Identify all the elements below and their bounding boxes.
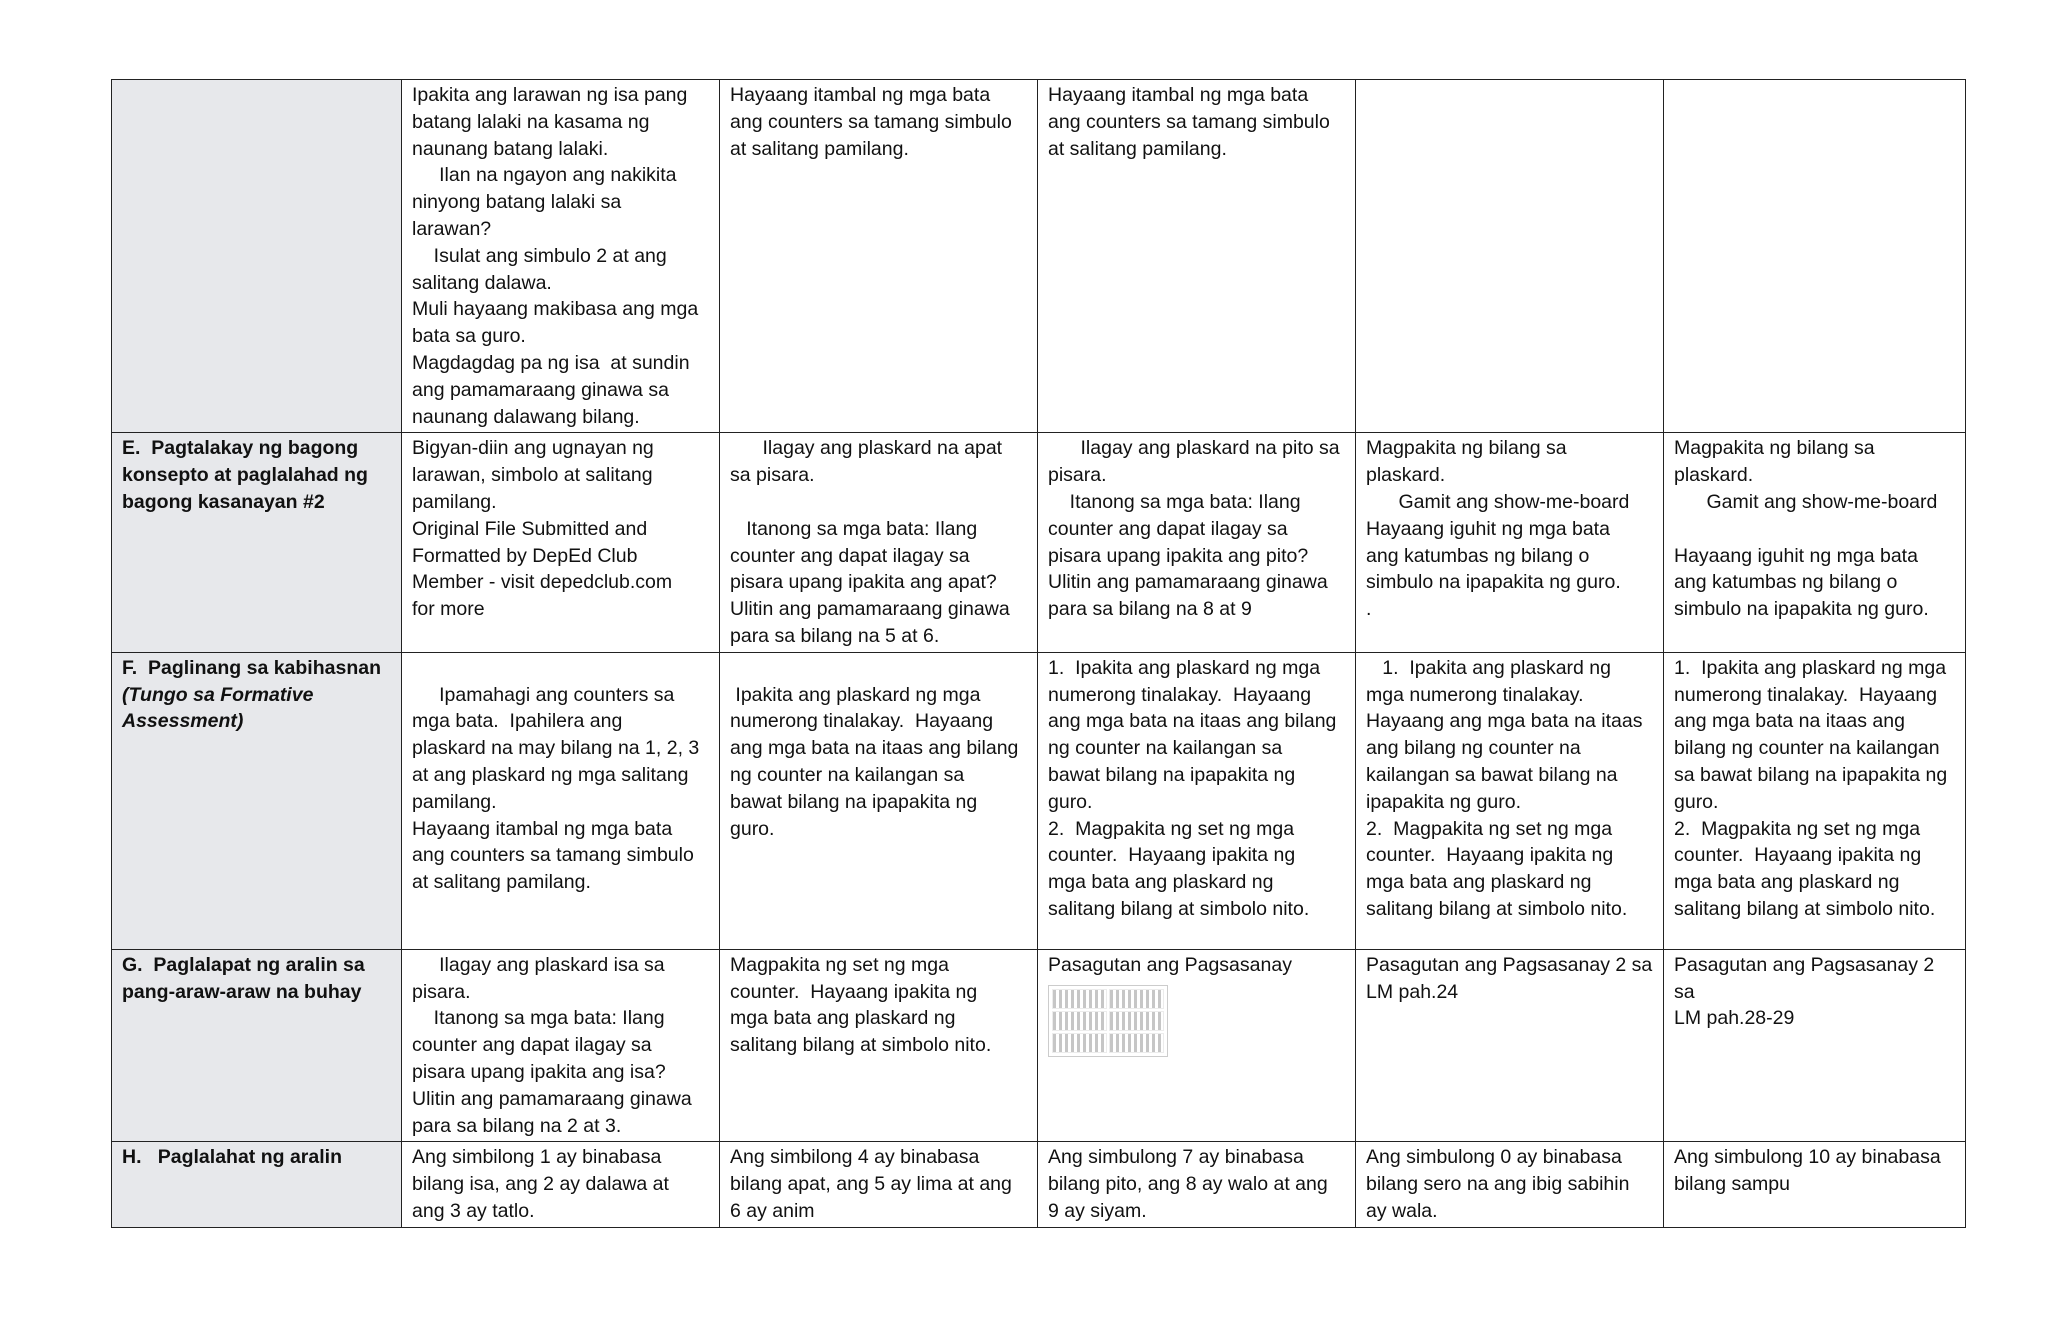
cell-text-line: bata sa guro.	[412, 325, 526, 348]
day4-cell	[1356, 1142, 1664, 1227]
cell-text-line: numerong tinalakay. Hayaang	[1048, 683, 1312, 706]
day2-cell	[720, 433, 1038, 652]
cell-text-line: salitang bilang at simbolo nito.	[1674, 897, 1936, 920]
cell-text-line: F. Paglinang sa kabihasnan	[122, 656, 381, 679]
cell-text-line: counter ang dapat ilagay sa	[730, 544, 970, 567]
cell-text-line: 1. Ipakita ang plaskard ng	[1366, 656, 1612, 679]
day2-cell	[720, 1142, 1038, 1227]
cell-text-line: sa bawat bilang na ipapakita ng	[1674, 763, 1948, 786]
cell-text-line: mga numerong tinalakay.	[1366, 683, 1584, 706]
cell-text-line: Hayaang ang mga bata na itaas	[1366, 710, 1643, 733]
cell-text-line: mga bata ang plaskard ng	[1048, 871, 1274, 894]
cell-text-line: (Tungo sa Formative	[122, 683, 314, 706]
worksheet-item	[1052, 1011, 1107, 1031]
cell-text-line: Ang simbulong 0 ay binabasa	[1366, 1146, 1622, 1169]
day2-cell	[720, 652, 1038, 949]
cell-text-line	[730, 489, 1027, 516]
cell-text-line: ang counters sa tamang simbulo	[730, 110, 1012, 133]
cell-text-line: counter ang dapat ilagay sa	[412, 1034, 652, 1057]
cell-text-line: at salitang pamilang.	[412, 871, 591, 894]
cell-text-line: salitang dalawa.	[412, 271, 552, 294]
cell-text-line: naunang batang lalaki.	[412, 137, 609, 160]
day1-cell	[402, 80, 720, 433]
cell-text-line: counter ang dapat ilagay sa	[1048, 517, 1288, 540]
cell-text-line: para sa bilang na 5 at 6.	[730, 624, 940, 647]
cell-text-line: ang mga bata na itaas ang	[1674, 710, 1905, 733]
day5-cell	[1664, 652, 1966, 949]
cell-text-line: Pasagutan ang Pagsasanay	[1048, 953, 1292, 976]
cell-text-line: pisara.	[412, 980, 471, 1003]
cell-text-line: Hayaang iguhit ng mga bata	[1674, 544, 1918, 567]
cell-text-line: bilang isa, ang 2 ay dalawa at	[412, 1173, 669, 1196]
worksheet-item	[1109, 1033, 1164, 1053]
cell-text-line: mga bata. Ipahilera ang	[412, 710, 623, 733]
cell-text-line: ng counter na kailangan sa	[730, 763, 965, 786]
cell-text-line: LM pah.24	[1366, 980, 1459, 1003]
day4-cell	[1356, 949, 1664, 1142]
cell-text-line: ipapakita ng guro.	[1366, 790, 1522, 813]
cell-text-line: numerong tinalakay. Hayaang	[1674, 683, 1938, 706]
cell-text-line: ninyong batang lalaki sa	[412, 191, 622, 214]
cell-text-line: pamilang.	[412, 490, 497, 513]
cell-text-line: batang lalaki na kasama ng	[412, 110, 650, 133]
cell-text-line: G. Paglalapat ng aralin sa	[122, 953, 365, 976]
cell-text-line: pisara.	[1048, 464, 1107, 487]
day5-cell	[1664, 949, 1966, 1142]
cell-text-line: numerong tinalakay. Hayaang	[730, 710, 994, 733]
cell-text-line: bilang ng counter na kailangan	[1674, 737, 1940, 760]
table-row	[112, 949, 1966, 1142]
cell-text-line: guro.	[1674, 790, 1719, 813]
cell-text-line: Ipamahagi ang counters sa	[412, 683, 675, 706]
cell-text-line: pamilang.	[412, 790, 497, 813]
cell-text-line: ang 3 ay tatlo.	[412, 1199, 535, 1222]
row-label-cell	[112, 80, 402, 433]
day3-cell	[1038, 949, 1356, 1142]
cell-text-line	[730, 655, 1027, 682]
cell-text-line: Hayaang itambal ng mga bata	[1048, 84, 1309, 106]
cell-text-line: Gamit ang show-me-board	[1366, 490, 1630, 513]
cell-text-line: Magdagdag pa ng isa at sundin	[412, 351, 690, 374]
day4-cell	[1356, 652, 1664, 949]
cell-text-line: Muli hayaang makibasa ang mga	[412, 298, 699, 321]
cell-text-line: ang pamamaraang ginawa sa	[412, 378, 669, 401]
cell-text-line: Formatted by DepEd Club	[412, 544, 638, 567]
cell-text-line: ang mga bata na itaas ang bilang	[730, 737, 1019, 760]
cell-text-line: pang-araw-araw na buhay	[122, 980, 362, 1003]
day5-cell	[1664, 433, 1966, 652]
worksheet-item	[1109, 989, 1164, 1009]
cell-text-line: counter. Hayaang ipakita ng	[1366, 844, 1614, 867]
day1-cell	[402, 1142, 720, 1227]
cell-text-line: Magpakita ng set ng mga	[730, 953, 949, 976]
cell-text-line: at salitang pamilang.	[730, 137, 909, 160]
table-row	[112, 652, 1966, 949]
cell-text-line: Ipakita ang larawan ng isa pang	[412, 84, 688, 106]
cell-text-line: plaskard.	[1674, 464, 1754, 487]
row-label-cell	[112, 1142, 402, 1227]
cell-text-line: Ilan na ngayon ang nakikita	[412, 164, 677, 187]
cell-text-line: 2. Magpakita ng set ng mga	[1674, 817, 1921, 840]
cell-text-line: 1. Ipakita ang plaskard ng mga	[1048, 656, 1321, 679]
day3-cell	[1038, 80, 1356, 433]
cell-text-line: naunang dalawang bilang.	[412, 405, 640, 428]
day1-cell	[402, 652, 720, 949]
worksheet-item	[1052, 989, 1107, 1009]
cell-text-line: for more	[412, 598, 485, 621]
cell-text-line: para sa bilang na 2 at 3.	[412, 1114, 622, 1137]
cell-text-line: larawan, simbolo at salitang	[412, 464, 653, 487]
cell-text-line: Itanong sa mga bata: Ilang	[730, 517, 978, 540]
row-label-cell	[112, 433, 402, 652]
day2-cell	[720, 949, 1038, 1142]
day5-cell	[1664, 80, 1966, 433]
cell-text-line: counter. Hayaang ipakita ng	[730, 980, 978, 1003]
cell-text-line: Ulitin ang pamamaraang ginawa	[730, 598, 1010, 621]
cell-text-line: counter. Hayaang ipakita ng	[1048, 844, 1296, 867]
cell-text-line: Itanong sa mga bata: Ilang	[412, 1007, 665, 1030]
cell-text-line: guro.	[1048, 790, 1093, 813]
cell-text-line: Hayaang itambal ng mga bata	[412, 817, 673, 840]
cell-text-line: sa pisara.	[730, 464, 815, 487]
cell-text-line: Ipakita ang plaskard ng mga	[730, 683, 981, 706]
cell-text-line: Pasagutan ang Pagsasanay 2 sa	[1366, 953, 1653, 976]
cell-text-line: Ilagay ang plaskard na apat	[730, 437, 1003, 460]
cell-text-line: konsepto at paglalahad ng	[122, 464, 368, 487]
cell-text-line: Pasagutan ang Pagsasanay 2 sa	[1674, 953, 1940, 1003]
cell-text-line: 2. Magpakita ng set ng mga	[1366, 817, 1613, 840]
cell-text-line: Member - visit depedclub.com	[412, 571, 673, 594]
cell-text-line: ang counters sa tamang simbulo	[412, 844, 694, 867]
cell-text-line: counter. Hayaang ipakita ng	[1674, 844, 1922, 867]
lesson-plan-body	[112, 80, 1966, 1228]
lesson-plan-table	[111, 79, 1966, 1228]
row-label-cell	[112, 652, 402, 949]
cell-text-line: Ulitin ang pamamaraang ginawa	[412, 1087, 692, 1110]
cell-text-line: plaskard.	[1366, 464, 1446, 487]
cell-text-line: ang counters sa tamang simbulo	[1048, 110, 1330, 133]
cell-text-line: ng counter na kailangan sa	[1048, 737, 1283, 760]
cell-text-line: Ang simbilong 1 ay binabasa	[412, 1146, 662, 1169]
worksheet-thumbnail-image	[1048, 985, 1168, 1057]
cell-text-line: salitang bilang at simbolo nito.	[1366, 897, 1628, 920]
cell-text-line: simbulo na ipapakita ng guro.	[1366, 571, 1621, 594]
cell-text-line: 6 ay anim	[730, 1199, 815, 1222]
cell-text-line: Itanong sa mga bata: Ilang	[1048, 490, 1301, 513]
cell-text-line: E. Pagtalakay ng bagong	[122, 437, 359, 460]
cell-text-line: 1. Ipakita ang plaskard ng mga	[1674, 656, 1947, 679]
day3-cell	[1038, 433, 1356, 652]
cell-text-line: salitang bilang at simbolo nito.	[1048, 897, 1310, 920]
day4-cell	[1356, 433, 1664, 652]
cell-text-line	[1674, 516, 1955, 543]
cell-text-line: Ulitin ang pamamaraang ginawa	[1048, 571, 1328, 594]
cell-text-line: mga bata ang plaskard ng	[1674, 871, 1900, 894]
day3-cell	[1038, 652, 1356, 949]
cell-text-line: ang bilang ng counter na	[1366, 737, 1581, 760]
day4-cell	[1356, 80, 1664, 433]
cell-text-line: bilang pito, ang 8 ay walo at ang	[1048, 1173, 1328, 1196]
cell-text-line: bawat bilang na ipapakita ng	[730, 790, 978, 813]
cell-text-line: Hayaang iguhit ng mga bata	[1366, 517, 1610, 540]
cell-text-line: bawat bilang na ipapakita ng	[1048, 763, 1296, 786]
day3-cell	[1038, 1142, 1356, 1227]
cell-text-line: ang katumbas ng bilang o	[1366, 544, 1590, 567]
cell-text-line: bilang apat, ang 5 ay lima at ang	[730, 1173, 1012, 1196]
cell-text-line: para sa bilang na 8 at 9	[1048, 598, 1252, 621]
cell-text-line: bilang sero na ang ibig sabihin	[1366, 1173, 1630, 1196]
cell-text-line: Magpakita ng bilang sa	[1366, 437, 1567, 460]
cell-text-line: Hayaang itambal ng mga bata	[730, 84, 991, 106]
worksheet-item	[1109, 1011, 1164, 1031]
cell-text-line: Isulat ang simbulo 2 at ang	[412, 244, 667, 267]
cell-text-line: ang katumbas ng bilang o	[1674, 571, 1898, 594]
cell-text-line: LM pah.28-29	[1674, 1007, 1795, 1030]
cell-text-line: ang mga bata na itaas ang bilang	[1048, 710, 1337, 733]
row-label-cell	[112, 949, 402, 1142]
cell-text-line: Ang simbulong 7 ay binabasa	[1048, 1146, 1304, 1169]
day1-cell	[402, 949, 720, 1142]
day1-cell	[402, 433, 720, 652]
cell-text-line: at ang plaskard ng mga salitang	[412, 763, 689, 786]
cell-text-line: Bigyan-diin ang ugnayan ng	[412, 437, 654, 460]
cell-text-line: Original File Submitted and	[412, 517, 648, 540]
cell-text-line: H. Paglalahat ng aralin	[122, 1146, 342, 1169]
cell-text-line: bagong kasanayan #2	[122, 490, 325, 513]
cell-text-line: salitang bilang at simbolo nito.	[730, 1034, 992, 1057]
cell-text-line: mga bata ang plaskard ng	[1366, 871, 1592, 894]
cell-text-line: simbulo na ipapakita ng guro.	[1674, 598, 1929, 621]
cell-text-line: .	[1366, 598, 1372, 621]
table-row	[112, 433, 1966, 652]
cell-text-line: ay wala.	[1366, 1199, 1438, 1222]
cell-text-line: Gamit ang show-me-board	[1674, 490, 1938, 513]
cell-text-line: Magpakita ng bilang sa	[1674, 437, 1875, 460]
cell-text-line: Assessment)	[122, 710, 244, 733]
cell-text-line: pisara upang ipakita ang isa?	[412, 1060, 666, 1083]
cell-text-line: mga bata ang plaskard ng	[730, 1007, 956, 1030]
cell-text-line: kailangan sa bawat bilang na	[1366, 763, 1618, 786]
cell-text-line: Ilagay ang plaskard na pito sa	[1048, 437, 1340, 460]
worksheet-item	[1052, 1033, 1107, 1053]
cell-text-line: pisara upang ipakita ang pito?	[1048, 544, 1309, 567]
day5-cell	[1664, 1142, 1966, 1227]
table-row	[112, 1142, 1966, 1227]
cell-text-line: 9 ay siyam.	[1048, 1199, 1147, 1222]
cell-text-line: 2. Magpakita ng set ng mga	[1048, 817, 1295, 840]
cell-text-line: guro.	[730, 817, 775, 840]
cell-text-line: Ilagay ang plaskard isa sa	[412, 953, 665, 976]
cell-text-line: bilang sampu	[1674, 1173, 1790, 1196]
cell-text-line: larawan?	[412, 217, 492, 240]
cell-text-line: Ang simbulong 10 ay binabasa	[1674, 1146, 1941, 1169]
cell-text-line: at salitang pamilang.	[1048, 137, 1227, 160]
cell-text-line	[412, 655, 709, 682]
cell-text-line: pisara upang ipakita ang apat?	[730, 571, 997, 594]
table-row	[112, 80, 1966, 433]
day2-cell	[720, 80, 1038, 433]
cell-text-line: Ang simbilong 4 ay binabasa	[730, 1146, 980, 1169]
cell-text-line: plaskard na may bilang na 1, 2, 3	[412, 737, 700, 760]
